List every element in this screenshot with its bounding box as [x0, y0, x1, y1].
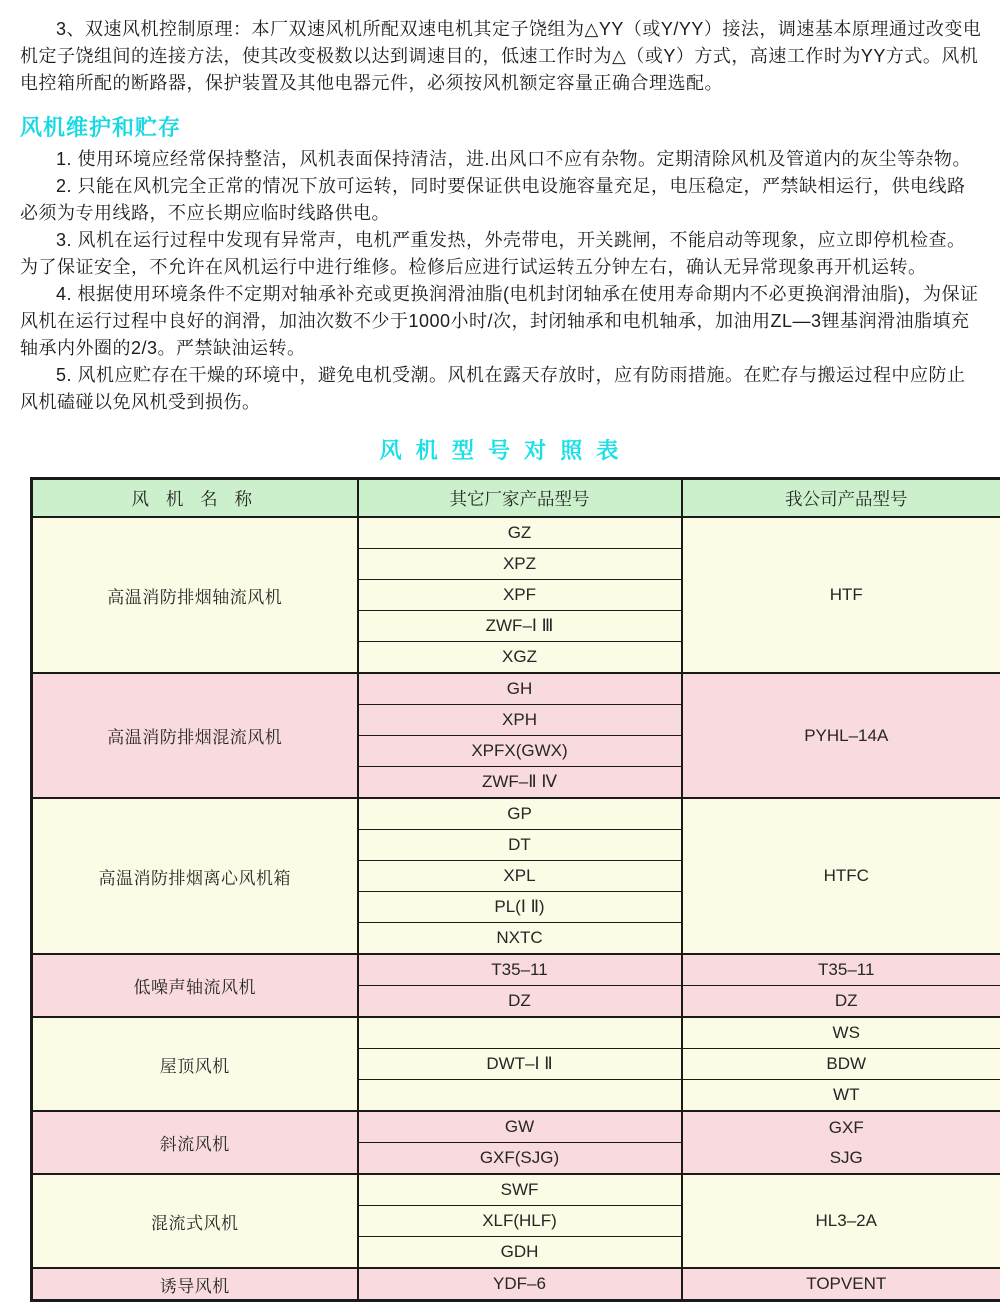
- table-row: [32, 954, 1000, 986]
- fan-name-cell: 高温消防排烟轴流风机: [32, 517, 358, 673]
- our-model-cell: HL3–2A: [682, 1174, 1000, 1268]
- our-model-cell: TOPVENT: [682, 1268, 1000, 1301]
- our-model-cell: HTFC: [682, 798, 1000, 954]
- model-comparison-table-title: 风 机 型 号 对 照 表: [379, 438, 623, 463]
- maintenance-item-1: 1. 使用环境应经常保持整洁，风机表面保持清洁，进.出风口不应有杂物。定期清除风机及管道内的灰尘等杂物。: [56, 149, 972, 169]
- other-brand-model-cell: DZ: [358, 986, 682, 1018]
- maintenance-item-2: 2. 只能在风机完全正常的情况下放可运转，同时要保证供电设施容量充足，电压稳定，严禁缺相运行，供电线路必须为专用线路，不应长期应临时线路供电。: [20, 176, 966, 223]
- our-model-cell: WT: [682, 1080, 1000, 1112]
- other-brand-model-cell: XPFX(GWX): [358, 736, 682, 767]
- other-brand-model-cell: DWT–Ⅰ Ⅱ: [358, 1049, 682, 1080]
- other-brand-model-cell: XPH: [358, 705, 682, 736]
- other-brand-model-cell: GH: [358, 673, 682, 705]
- fan-name-cell: 高温消防排烟混流风机: [32, 673, 358, 798]
- other-brand-model-cell: GDH: [358, 1237, 682, 1269]
- fan-name-cell: 屋顶风机: [32, 1017, 358, 1111]
- other-brand-model-cell: ZWF–Ⅰ Ⅲ: [358, 611, 682, 642]
- other-brand-model-cell: ZWF–Ⅱ Ⅳ: [358, 767, 682, 799]
- table-row: [32, 798, 1000, 830]
- table-row: [32, 1268, 1000, 1301]
- our-model-line: SJG: [829, 1147, 863, 1167]
- maintenance-item-4: 4. 根据使用环境条件不定期对轴承补充或更换润滑油脂(电机封闭轴承在使用寿命期内不必更换润滑油脂)，为保证风机在运行过程中良好的润滑，加油次数不少于1000小时/次，封闭轴承和电机轴承，加油用ZL—3锂基润滑油脂填充轴承内外圈的2/3。严禁缺油运转。: [20, 284, 979, 358]
- maintenance-item-3: 3. 风机在运行过程中发现有异常声，电机严重发热，外壳带电，开关跳闸，不能启动等现象，应立即停机检查。为了保证安全，不允许在风机运行中进行维修。检修后应进行试运转五分钟左右，确认无异常现象再开机运转。: [20, 230, 966, 277]
- our-model-cell: HTF: [682, 517, 1000, 673]
- our-model-cell: PYHL–14A: [682, 673, 1000, 798]
- our-model-line: GXF: [828, 1117, 864, 1137]
- table-row: [32, 517, 1000, 549]
- table-row: [32, 673, 1000, 705]
- header-fan-name: 风 机 名 称: [32, 479, 358, 518]
- other-brand-model-cell: GZ: [358, 517, 682, 549]
- maintenance-item-5: 5. 风机应贮存在干燥的环境中，避免电机受潮。风机在露天存放时，应有防雨措施。在贮存与搬运过程中应防止风机磕碰以免风机受到损伤。: [20, 365, 966, 412]
- our-model-cell: [682, 1111, 1000, 1174]
- other-brand-model-cell: XGZ: [358, 642, 682, 674]
- other-brand-model-cell: [358, 1017, 682, 1049]
- other-brand-model-cell: GXF(SJG): [358, 1143, 682, 1175]
- other-brand-model-cell: GP: [358, 798, 682, 830]
- other-brand-model-cell: SWF: [358, 1174, 682, 1206]
- other-brand-model-cell: T35–11: [358, 954, 682, 986]
- other-brand-model-cell: XLF(HLF): [358, 1206, 682, 1237]
- other-brand-model-cell: [358, 1080, 682, 1112]
- other-brand-model-cell: XPL: [358, 861, 682, 892]
- fan-name-cell: 低噪声轴流风机: [32, 954, 358, 1017]
- table-row: [32, 1111, 1000, 1143]
- other-brand-model-cell: XPF: [358, 580, 682, 611]
- fan-name-cell: 混流式风机: [32, 1174, 358, 1268]
- our-model-cell: WS: [682, 1017, 1000, 1049]
- maintenance-storage-heading: 风机维护和贮存: [20, 115, 182, 140]
- table-header-row: [32, 479, 1000, 518]
- our-model-cell: DZ: [682, 986, 1000, 1018]
- other-brand-model-cell: GW: [358, 1111, 682, 1143]
- header-our-models: 我公司产品型号: [682, 479, 1000, 518]
- table-row: [32, 1174, 1000, 1206]
- other-brand-model-cell: DT: [358, 830, 682, 861]
- table-row: [32, 1017, 1000, 1049]
- our-model-cell: BDW: [682, 1049, 1000, 1080]
- other-brand-model-cell: YDF–6: [358, 1268, 682, 1301]
- our-model-cell: T35–11: [682, 954, 1000, 986]
- fan-name-cell: 高温消防排烟离心风机箱: [32, 798, 358, 954]
- other-brand-model-cell: XPZ: [358, 549, 682, 580]
- fan-name-cell: 诱导风机: [32, 1268, 358, 1301]
- fan-name-cell: 斜流风机: [32, 1111, 358, 1174]
- other-brand-model-cell: PL(Ⅰ Ⅱ): [358, 892, 682, 923]
- other-brand-model-cell: NXTC: [358, 923, 682, 955]
- fan-model-comparison-table: [30, 477, 1000, 1302]
- dual-speed-control-paragraph: 3、双速风机控制原理：本厂双速风机所配双速电机其定子饶组为△YY（或Y/YY）接法，调速基本原理通过改变电机定子饶组间的连接方法，使其改变极数以达到调速目的，低速工作时为△（或Y）方式，高速工作时为YY方式。风机电控箱所配的断路器，保护装置及其他电器元件，必须按风机额定容量正确合理选配。: [20, 19, 982, 93]
- header-other-brand-models: 其它厂家产品型号: [358, 479, 682, 518]
